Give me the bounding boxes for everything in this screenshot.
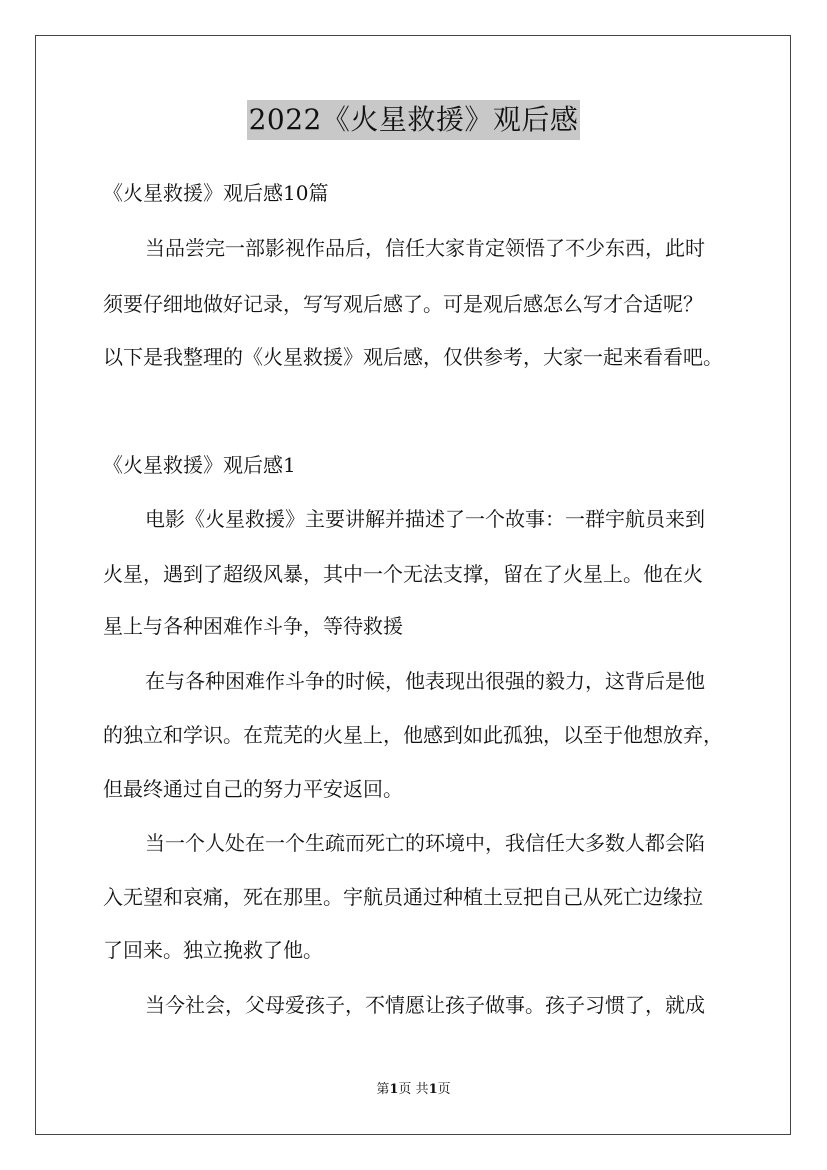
subtitle-line: 《火星救援》观后感10篇 (103, 181, 329, 205)
page-mid: 页 共 (398, 1082, 429, 1097)
text-line: 在与各种困难作斗争的时候，他表现出很强的毅力，这背后是他 (145, 669, 705, 693)
page-current: 1 (389, 1082, 399, 1097)
page-suffix: 页 (437, 1082, 451, 1097)
text-line: 了回来。独立挽救了他。 (103, 938, 323, 962)
document-title: 2022《火星救援》观后感 (247, 100, 581, 140)
text-line: 当品尝完一部影视作品后，信任大家肯定领悟了不少东西，此时 (145, 236, 705, 260)
text-line: 当今社会，父母爱孩子，不情愿让孩子做事。孩子习惯了，就成 (145, 993, 705, 1017)
text-line: 但最终通过自己的努力平安返回。 (103, 777, 403, 801)
text-line: 火星，遇到了超级风暴，其中一个无法支撑，留在了火星上。他在火 (103, 562, 703, 586)
page-prefix: 第 (376, 1082, 390, 1097)
section-heading: 《火星救援》观后感1 (103, 453, 296, 477)
text-line: 须要仔细地做好记录，写写观后感了。可是观后感怎么写才合适呢？ (103, 292, 703, 316)
page-footer (0, 1081, 827, 1099)
title-container (0, 100, 827, 140)
page-total: 1 (428, 1082, 438, 1097)
text-line: 以下是我整理的《火星救援》观后感，仅供参考，大家一起来看看吧。 (103, 345, 723, 369)
text-line: 的独立和学识。在荒芜的火星上，他感到如此孤独，以至于他想放弃， (103, 723, 723, 747)
text-line: 入无望和哀痛，死在那里。宇航员通过种植土豆把自己从死亡边缘拉 (103, 885, 703, 909)
text-line: 当一个人处在一个生疏而死亡的环境中，我信任大多数人都会陷 (145, 831, 705, 855)
text-line: 星上与各种困难作斗争，等待救援 (103, 614, 403, 638)
text-line: 电影《火星救援》主要讲解并描述了一个故事：一群宇航员来到 (145, 507, 705, 531)
